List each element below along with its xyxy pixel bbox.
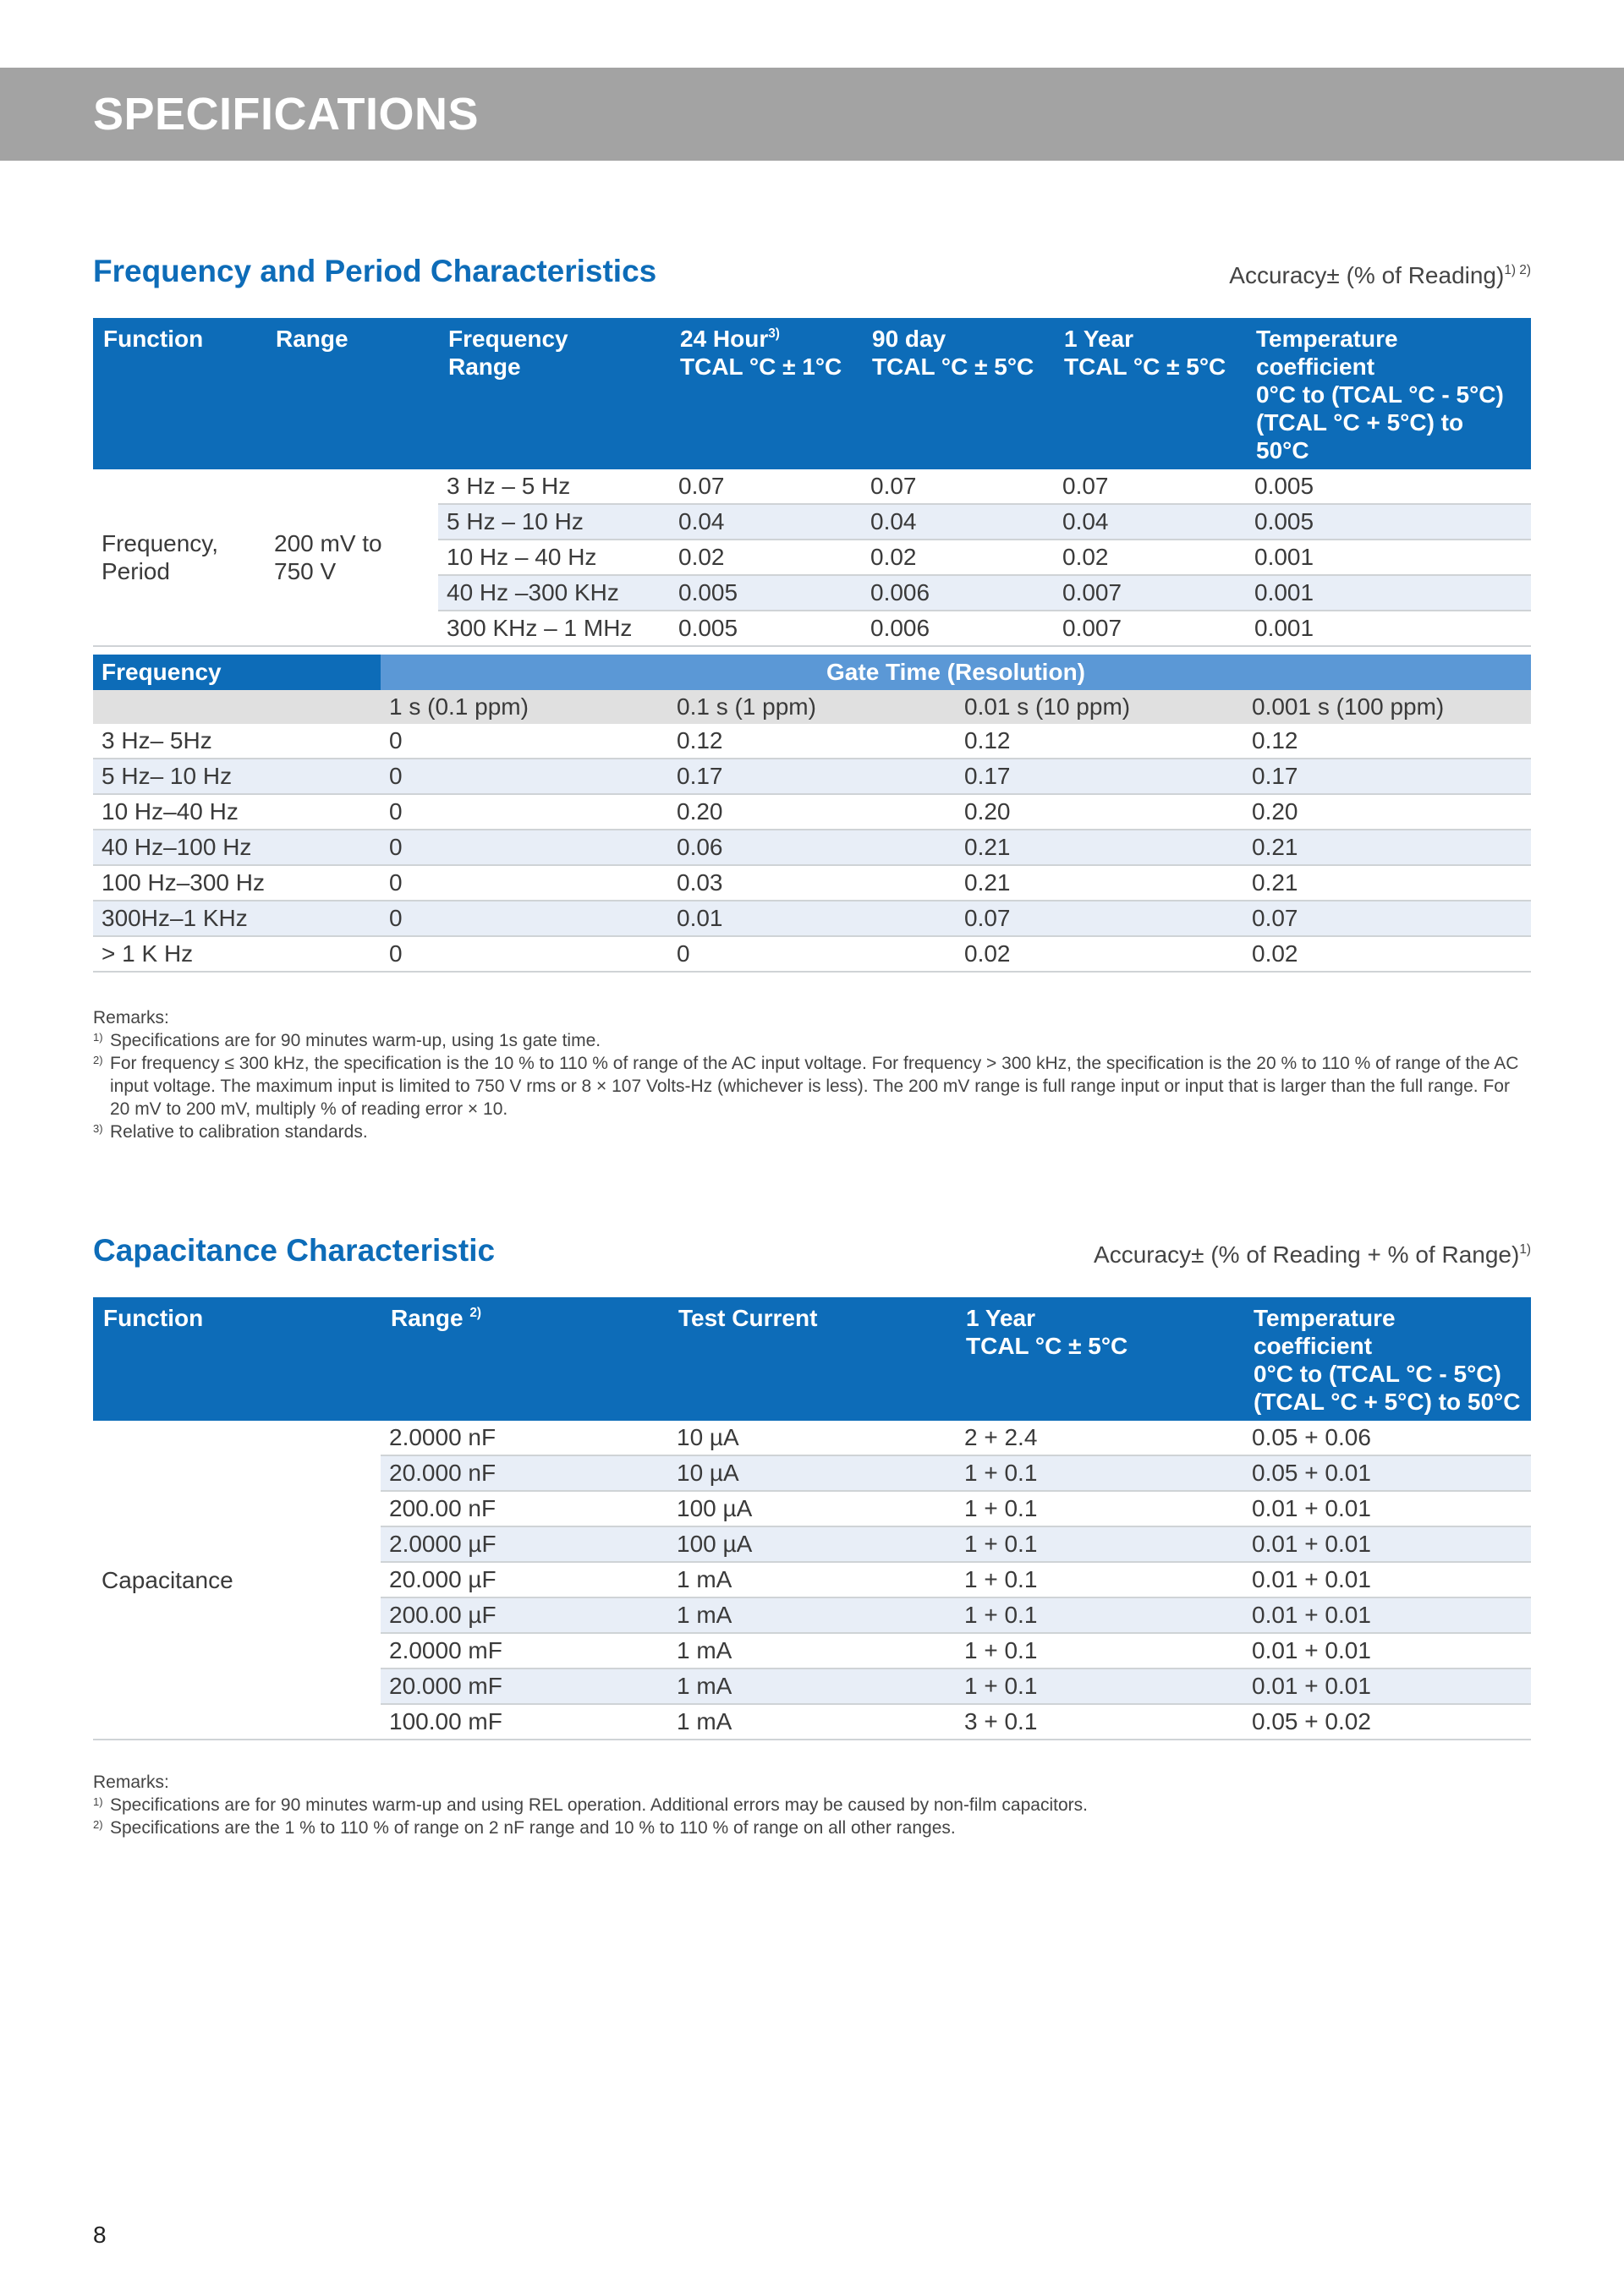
col-temp-coefficient: Temperature coefficient 0°C to (TCAL °C - 5°C) (TCAL °C + 5°C) to 50°C [1246,318,1531,469]
col-test-current: Test Current [668,1297,956,1421]
table-cell: 0.007 [1054,575,1246,611]
col-frequency: Frequency [93,655,381,690]
table-subheader-row [93,690,1531,724]
col-temp-coefficient: Temperature coefficient 0°C to (TCAL °C - 5°C) (TCAL °C + 5°C) to 50°C [1243,1297,1531,1421]
table-row [93,830,1531,865]
table-cell: 5 Hz– 10 Hz [93,759,381,794]
table-cell: 3 + 0.1 [956,1704,1243,1740]
table-cell: 0 [381,830,668,865]
table-cell: 0.005 [670,575,862,611]
table-header-row [93,655,1531,690]
table-cell: 0.01 + 0.01 [1243,1562,1531,1597]
table-cell: 1 + 0.1 [956,1633,1243,1669]
page-number: 8 [93,2222,107,2248]
table-row [93,865,1531,901]
header-banner [0,68,1624,161]
table-cell: 0.04 [862,504,1054,540]
table-cell: 0.07 [956,901,1243,936]
remarks-title: Remarks: [93,1773,169,1792]
table-cell: 0 [668,936,956,972]
table-cell: 10 Hz – 40 Hz [438,540,670,575]
table-cell: 10 Hz–40 Hz [93,794,381,830]
table-cell: 0.21 [1243,865,1531,901]
table-cell: 0.02 [862,540,1054,575]
table-cell: 0.17 [956,759,1243,794]
table-cell: 0.17 [668,759,956,794]
table-cell: 20.000 nF [381,1455,668,1491]
table-cell: 1 + 0.1 [956,1597,1243,1633]
table-cell: 0.01 [668,901,956,936]
table-cell: 0.006 [862,611,1054,646]
remarks-title: Remarks: [93,1008,169,1027]
gate-time-table [93,655,1531,973]
table-cell: 5 Hz – 10 Hz [438,504,670,540]
frequency-accuracy-note: Accuracy± (% of Reading)$^{1) 2)}$ [1229,262,1531,288]
table-cell: 0.04 [670,504,862,540]
table-cell: 0.17 [1243,759,1531,794]
table-row [93,759,1531,794]
col-range: Range $^{2)}$ [381,1297,668,1421]
table-cell: 0.20 [668,794,956,830]
col-1-year: 1 Year TCAL °C ± 5°C [956,1297,1243,1421]
table-row [93,936,1531,972]
col-frequency-range: Frequency Range [438,318,670,469]
table-cell: 0.02 [956,936,1243,972]
table-cell: 2 + 2.4 [956,1421,1243,1455]
remark-item: 1) Specifications are for 90 minutes warm-up, using 1s gate time. [93,1031,601,1050]
table-cell: 1 + 0.1 [956,1669,1243,1704]
remark-item: 1) Specifications are for 90 minutes warm-up and using REL operation. Additional errors may be caused by non-film capacitors. [93,1795,1088,1815]
table-cell: 10 µA [668,1421,956,1455]
col-function: Function [93,1297,381,1421]
table-cell: 0.01 + 0.01 [1243,1597,1531,1633]
table-row [93,794,1531,830]
table-cell: 0 [381,865,668,901]
table-cell: 0.001 [1246,540,1531,575]
table-cell: 3 Hz– 5Hz [93,724,381,759]
col-gate-time: Gate Time (Resolution) [381,655,1531,690]
table-cell: 0.07 [862,469,1054,504]
table-cell: 0.05 + 0.02 [1243,1704,1531,1740]
table-cell: 300Hz–1 KHz [93,901,381,936]
function-cell: Capacitance [93,1421,381,1740]
table-cell: 200.00 µF [381,1597,668,1633]
table-cell: 0.21 [956,830,1243,865]
table-cell: 0.001 [1246,575,1531,611]
table-cell: 0.12 [668,724,956,759]
table-cell: 0.20 [1243,794,1531,830]
table-cell: 10 µA [668,1455,956,1491]
table-cell: 0.01 + 0.01 [1243,1669,1531,1704]
table-cell: 100.00 mF [381,1704,668,1740]
table-cell: 1 + 0.1 [956,1491,1243,1526]
table-row [93,901,1531,936]
col-1-year: 1 Year TCAL °C ± 5°C [1054,318,1246,469]
table-cell: 0.006 [862,575,1054,611]
table-cell: 0.001 s (100 ppm) [1243,690,1531,724]
col-range: Range [266,318,438,469]
capacitance-accuracy-note: Accuracy± (% of Reading + % of Range)$^{1)}$ [1094,1241,1531,1268]
table-cell: 1 + 0.1 [956,1562,1243,1597]
range-cell: 200 mV to 750 V [266,469,438,646]
table-row [93,469,1531,504]
capacitance-section-title: Capacitance Characteristic [93,1233,496,1268]
table-cell: > 1 K Hz [93,936,381,972]
function-cell: Frequency, Period [93,469,266,646]
remark-item: 2) For frequency ≤ 300 kHz, the specification is the 10 % to 110 % of range of the AC input voltage. For frequency > 300 kHz, the specification is the 20 % to 110 % of range of the AC input voltage. The maximum input is limited to 750 V rms or 8 × 107 Volts-Hz (whichever is less). The 200 mV range is full range input or input that is larger than the full range. For 20 mV to 200 mV, multiply % of reading error × 10. [93,1054,1519,1119]
table-cell: 0.01 + 0.01 [1243,1633,1531,1669]
col-24-hour: 24 Hour$^{3)}$ TCAL °C ± 1°C [670,318,862,469]
table-header-row [93,1297,1531,1421]
table-cell: 100 µA [668,1491,956,1526]
table-cell: 0.03 [668,865,956,901]
table-cell: 0.01 + 0.01 [1243,1491,1531,1526]
table-cell: 0.007 [1054,611,1246,646]
remark-item: 3) Relative to calibration standards. [93,1122,368,1142]
capacitance-remarks [93,1771,1531,1839]
table-cell: 3 Hz – 5 Hz [438,469,670,504]
frequency-section-title: Frequency and Period Characteristics [93,254,657,288]
frequency-remarks [93,1006,1531,1143]
table-cell: 0.02 [670,540,862,575]
table-cell: 0 [381,759,668,794]
table-cell: 1 mA [668,1562,956,1597]
table-cell: 1 mA [668,1669,956,1704]
table-cell: 0 [381,724,668,759]
table-cell: 1 + 0.1 [956,1455,1243,1491]
table-cell: 1 mA [668,1597,956,1633]
table-cell: 40 Hz–100 Hz [93,830,381,865]
table-cell: 0.04 [1054,504,1246,540]
table-cell: 1 mA [668,1633,956,1669]
col-function: Function [93,318,266,469]
table-cell: 1 s (0.1 ppm) [381,690,668,724]
table-cell: 0.01 + 0.01 [1243,1526,1531,1562]
table-cell: 0.21 [956,865,1243,901]
table-cell: 0.005 [1246,504,1531,540]
remark-item: 2) Specifications are the 1 % to 110 % of range on 2 nF range and 10 % to 110 % of range on all other ranges. [93,1818,956,1838]
table-cell: 0.07 [670,469,862,504]
table-cell: 0.05 + 0.01 [1243,1455,1531,1491]
table-cell: 0.001 [1246,611,1531,646]
table-cell: 0.02 [1054,540,1246,575]
table-cell: 100 µA [668,1526,956,1562]
table-row [93,1421,1531,1455]
table-cell: 1 mA [668,1704,956,1740]
table-cell: 2.0000 µF [381,1526,668,1562]
table-cell: 0.005 [670,611,862,646]
table-cell: 20.000 mF [381,1669,668,1704]
table-cell: 0.07 [1054,469,1246,504]
table-cell: 0 [381,794,668,830]
frequency-period-table [93,318,1531,647]
col-90-day: 90 day TCAL °C ± 5°C [862,318,1054,469]
table-cell: 0.07 [1243,901,1531,936]
table-header-row [93,318,1531,469]
table-cell: 1 + 0.1 [956,1526,1243,1562]
table-cell: 2.0000 mF [381,1633,668,1669]
table-cell: 0.005 [1246,469,1531,504]
table-cell: 100 Hz–300 Hz [93,865,381,901]
table-cell: 0.20 [956,794,1243,830]
page-title: SPECIFICATIONS [93,89,480,140]
table-cell: 2.0000 nF [381,1421,668,1455]
table-cell: 0.21 [1243,830,1531,865]
table-cell: 0.05 + 0.06 [1243,1421,1531,1455]
table-cell: 20.000 µF [381,1562,668,1597]
table-cell: 0.1 s (1 ppm) [668,690,956,724]
table-cell: 0.01 s (10 ppm) [956,690,1243,724]
table-cell: 0 [381,936,668,972]
table-cell [93,690,381,724]
capacitance-table [93,1297,1531,1740]
table-row [93,724,1531,759]
table-cell: 0.06 [668,830,956,865]
table-cell: 40 Hz –300 KHz [438,575,670,611]
table-cell: 0.12 [1243,724,1531,759]
table-cell: 0 [381,901,668,936]
table-cell: 200.00 nF [381,1491,668,1526]
table-cell: 0.02 [1243,936,1531,972]
table-cell: 300 KHz – 1 MHz [438,611,670,646]
table-cell: 0.12 [956,724,1243,759]
